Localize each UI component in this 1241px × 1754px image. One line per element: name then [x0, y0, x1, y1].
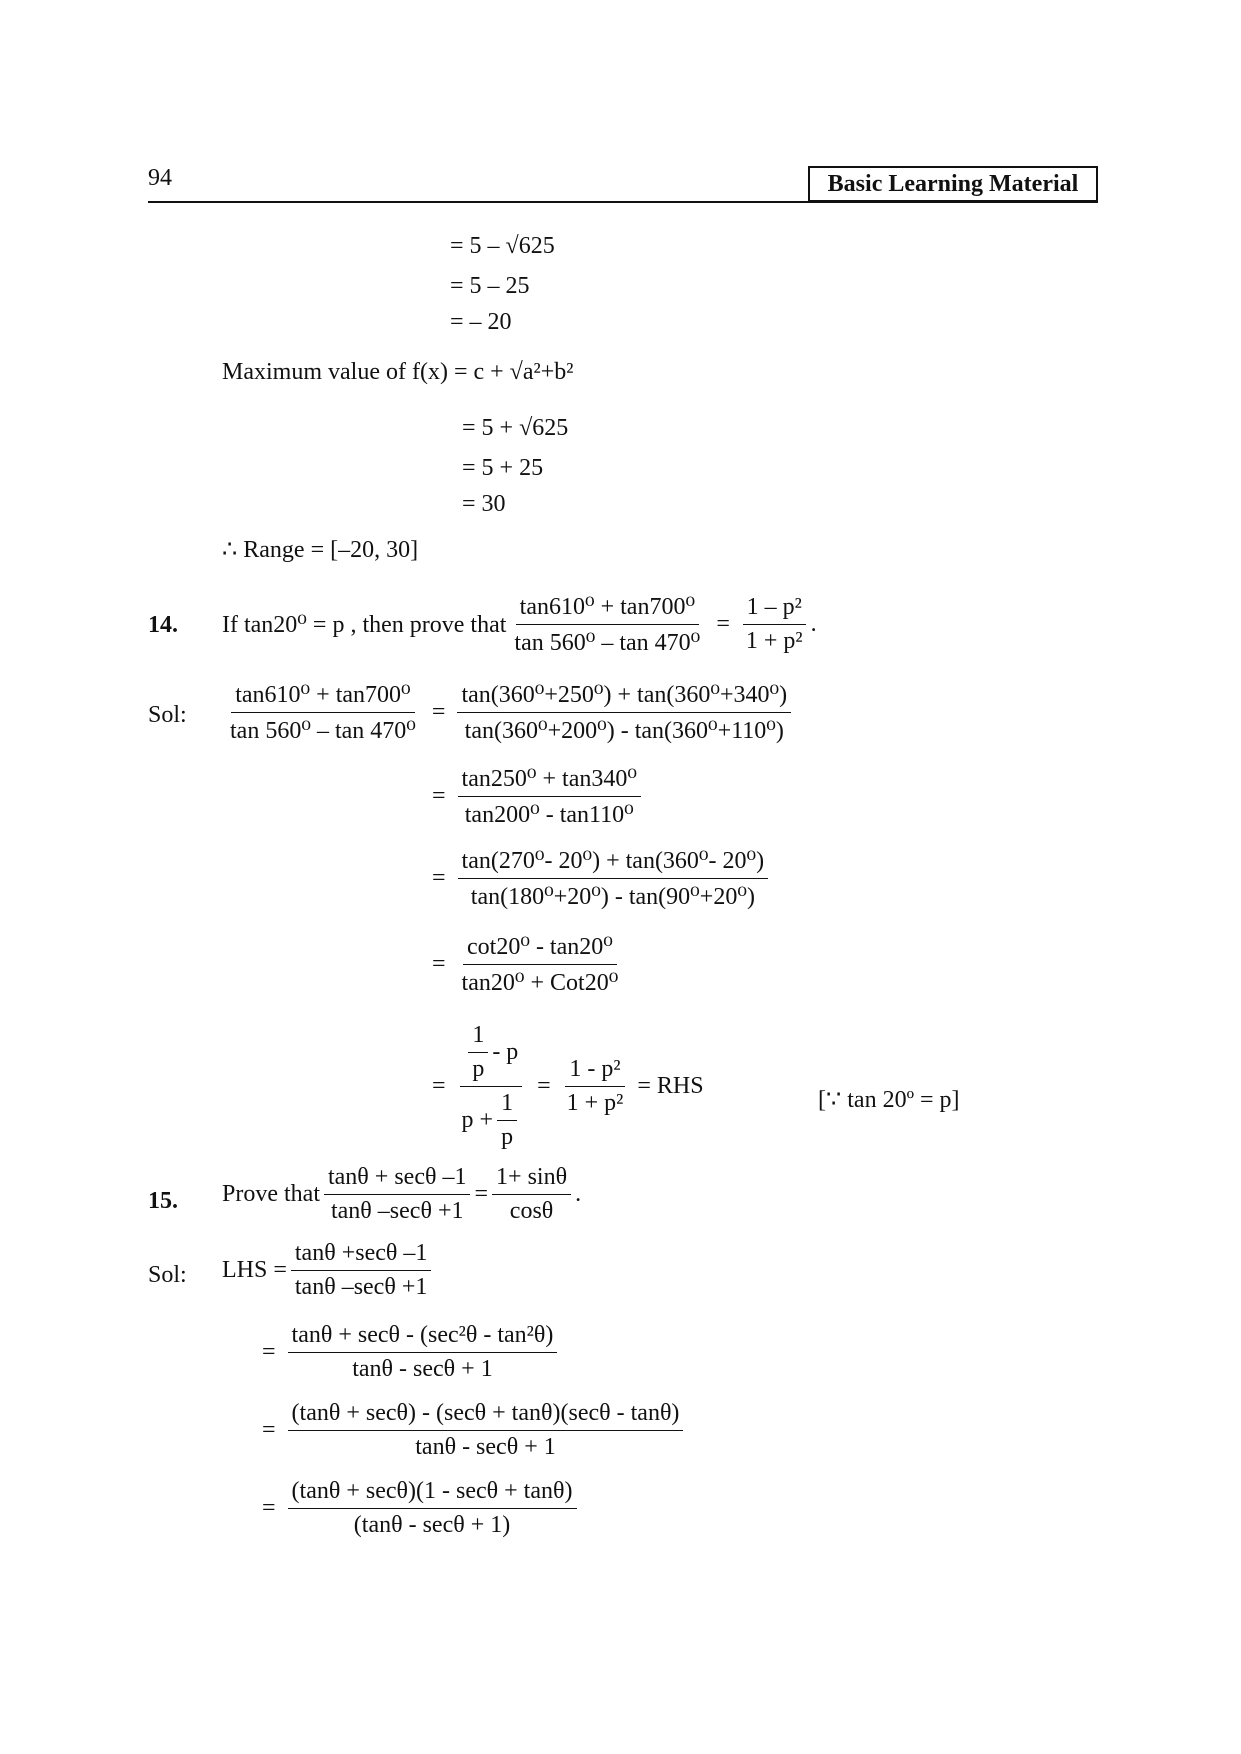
question-14-end: .	[810, 611, 817, 637]
step-4-fraction	[458, 932, 623, 997]
question-15-rhs-fraction	[492, 1164, 571, 1225]
fraction-denominator: tanθ –secθ +1	[294, 1274, 428, 1300]
question-14: If tan20⁰ = p , then prove that $\frac{\text{tan610⁰ + tan700⁰}}{\text{tan 560⁰ – tan 470⁰}}$ = $\frac{\text{1 – p²}}{\text{1 + p²}}$ .	[222, 594, 817, 656]
question-14-rhs-fraction	[742, 594, 807, 655]
fraction-numerator: tanθ +secθ –1	[291, 1240, 432, 1271]
min-step-1: = 5 – √625	[450, 233, 555, 259]
fraction-denominator: tan200⁰ - tan110⁰	[464, 802, 634, 828]
complex-fraction	[458, 1022, 526, 1151]
step-2-fraction	[288, 1400, 684, 1461]
solution-14-label: Sol:	[148, 702, 187, 728]
solution-15-step-0	[222, 1240, 435, 1301]
fraction-denominator: p	[501, 1124, 514, 1150]
one-over-p	[468, 1022, 488, 1083]
fraction-denominator: tanθ - secθ + 1	[415, 1434, 556, 1460]
solution-15-label: Sol:	[148, 1262, 187, 1288]
question-14-lhs-fraction	[510, 592, 704, 657]
fraction-denominator: (tanθ - secθ + 1)	[353, 1512, 511, 1538]
header-title: Basic Learning Material	[808, 166, 1098, 202]
min-step-2: = 5 – 25	[450, 273, 530, 299]
complex-numerator	[460, 1022, 522, 1087]
question-14-stem: If tan20⁰ = p , then prove that	[222, 612, 507, 638]
fraction-numerator: 1 – p²	[743, 594, 806, 625]
fraction-numerator: tan250⁰ + tan340⁰	[458, 764, 641, 797]
result-fraction	[563, 1056, 628, 1117]
question-15-stem: Prove that	[222, 1181, 320, 1207]
fraction-numerator: cot20⁰ - tan20⁰	[463, 932, 617, 965]
question-15-end: .	[575, 1181, 582, 1207]
lhs-label: LHS =	[222, 1257, 287, 1283]
step-3-fraction	[288, 1478, 577, 1539]
solution-14-step-1: $\frac{\text{tan610⁰ + tan700⁰}}{\text{tan 560⁰ – tan 470⁰}}$ = $\frac{\text{tan(360⁰+250⁰) + tan(360⁰+340⁰)}}{\text{tan(360⁰+200⁰) - tan(360⁰+110⁰)}}$	[222, 680, 795, 745]
fraction-denominator: tan20⁰ + Cot20⁰	[461, 970, 619, 996]
solution-15-step-1: = $\frac{\text{tanθ + secθ - (sec²θ - tan²θ)}}{\tan\theta - \sec\theta + 1}$	[262, 1322, 561, 1383]
solution-14-step-3: = $\frac{\text{tan(270⁰- 20⁰) + tan(360⁰- 20⁰)}}{\text{tan(180⁰+20⁰) - tan(90⁰+20⁰)}}$	[424, 846, 772, 911]
question-15-number: 15.	[148, 1188, 178, 1214]
fraction-numerator: 1	[468, 1022, 488, 1053]
max-value-line	[222, 358, 573, 386]
step-1-lhs-fraction	[226, 680, 420, 745]
solution-14-step-4: = $\frac{\text{cot20⁰ - tan20⁰}}{\text{tan20⁰ + Cot20⁰}}$	[424, 932, 626, 997]
fraction-numerator: tan610⁰ + tan700⁰	[516, 592, 699, 625]
range-line: ∴ Range = [–20, 30]	[222, 537, 419, 563]
question-14-number: 14.	[148, 612, 178, 638]
fraction-numerator: tanθ + secθ - (sec²θ - tan²θ)	[288, 1322, 558, 1353]
fraction-denominator: p	[472, 1056, 485, 1082]
fraction-numerator: 1	[497, 1090, 517, 1121]
fraction-denominator: tan 560⁰ – tan 470⁰	[230, 718, 416, 744]
page-number: 94	[148, 165, 172, 191]
max-value-label: Maximum value of f(x) =	[222, 359, 468, 385]
solution-14-step-2: = $\frac{\text{tan250⁰ + tan340⁰}}{\text{tan200⁰ - tan110⁰}}$	[424, 764, 645, 829]
minus-p: - p	[492, 1039, 519, 1065]
fraction-denominator: tan(360⁰+200⁰) - tan(360⁰+110⁰)	[464, 718, 784, 744]
rhs-label: = RHS	[637, 1073, 704, 1099]
step-1-fraction	[288, 1322, 558, 1383]
fraction-denominator: 1 + p²	[745, 628, 803, 654]
question-15-lhs-fraction	[324, 1164, 471, 1225]
step-3-fraction	[458, 846, 769, 911]
solution-14-step-5: = $\frac{1}{p}$ - p p + $\frac{1}{p}$ = $\frac{\text{1 - p²}}{\text{1 + p²}}$ = RHS	[432, 1022, 704, 1150]
max-step-1: = 5 + √625	[462, 415, 569, 441]
one-over-p-denominator	[497, 1090, 517, 1151]
fraction-numerator: (tanθ + secθ)(1 - secθ + tanθ)	[288, 1478, 577, 1509]
fraction-denominator: tanθ - secθ + 1	[352, 1356, 493, 1382]
fraction-numerator: 1 - p²	[565, 1056, 624, 1087]
fraction-numerator: (tanθ + secθ) - (secθ + tanθ)(secθ - tanθ)	[288, 1400, 684, 1431]
fraction-numerator: tan610⁰ + tan700⁰	[231, 680, 414, 713]
solution-14-note: [∵ tan 20º = p]	[818, 1087, 960, 1113]
fraction-denominator: cosθ	[509, 1198, 554, 1224]
min-step-3: = – 20	[450, 309, 512, 335]
fraction-denominator: tanθ –secθ +1	[330, 1198, 464, 1224]
fraction-numerator: tanθ + secθ –1	[324, 1164, 471, 1195]
max-value-expr: c + √a²+b²	[473, 359, 574, 385]
fraction-denominator: tan(180⁰+20⁰) - tan(90⁰+20⁰)	[470, 884, 755, 910]
fraction-numerator: tan(360⁰+250⁰) + tan(360⁰+340⁰)	[457, 680, 791, 713]
complex-denominator	[458, 1087, 526, 1151]
max-step-2: = 5 + 25	[462, 455, 544, 481]
step-2-fraction	[458, 764, 641, 829]
step-0-fraction	[291, 1240, 432, 1301]
fraction-numerator: 1+ sinθ	[492, 1164, 571, 1195]
fraction-denominator: 1 + p²	[566, 1090, 624, 1116]
p-plus: p +	[461, 1107, 494, 1133]
fraction-denominator: tan 560⁰ – tan 470⁰	[514, 630, 701, 656]
fraction-numerator: tan(270⁰- 20⁰) + tan(360⁰- 20⁰)	[458, 846, 769, 879]
question-15: Prove that $\frac{\tan\theta + \sec\theta -1}{\tan\theta -\sec\theta +1}$ = $\frac{1+ \sin\theta}{\cos\theta}$ .	[222, 1164, 582, 1224]
header-rule	[148, 201, 1098, 203]
solution-15-step-2: = $\frac{(\tan\theta + \sec\theta) - (\sec\theta + \tan\theta)(\sec\theta - \tan\theta)}{\tan\theta - \sec\theta + 1}$	[262, 1400, 687, 1461]
max-step-3: = 30	[462, 491, 506, 517]
solution-15-step-3: = $\frac{(\tan\theta + \sec\theta)(1 - \sec\theta + \tan\theta)}{(\tan\theta - \sec\theta + 1)}$	[262, 1478, 581, 1539]
step-1-rhs-fraction	[457, 680, 791, 745]
